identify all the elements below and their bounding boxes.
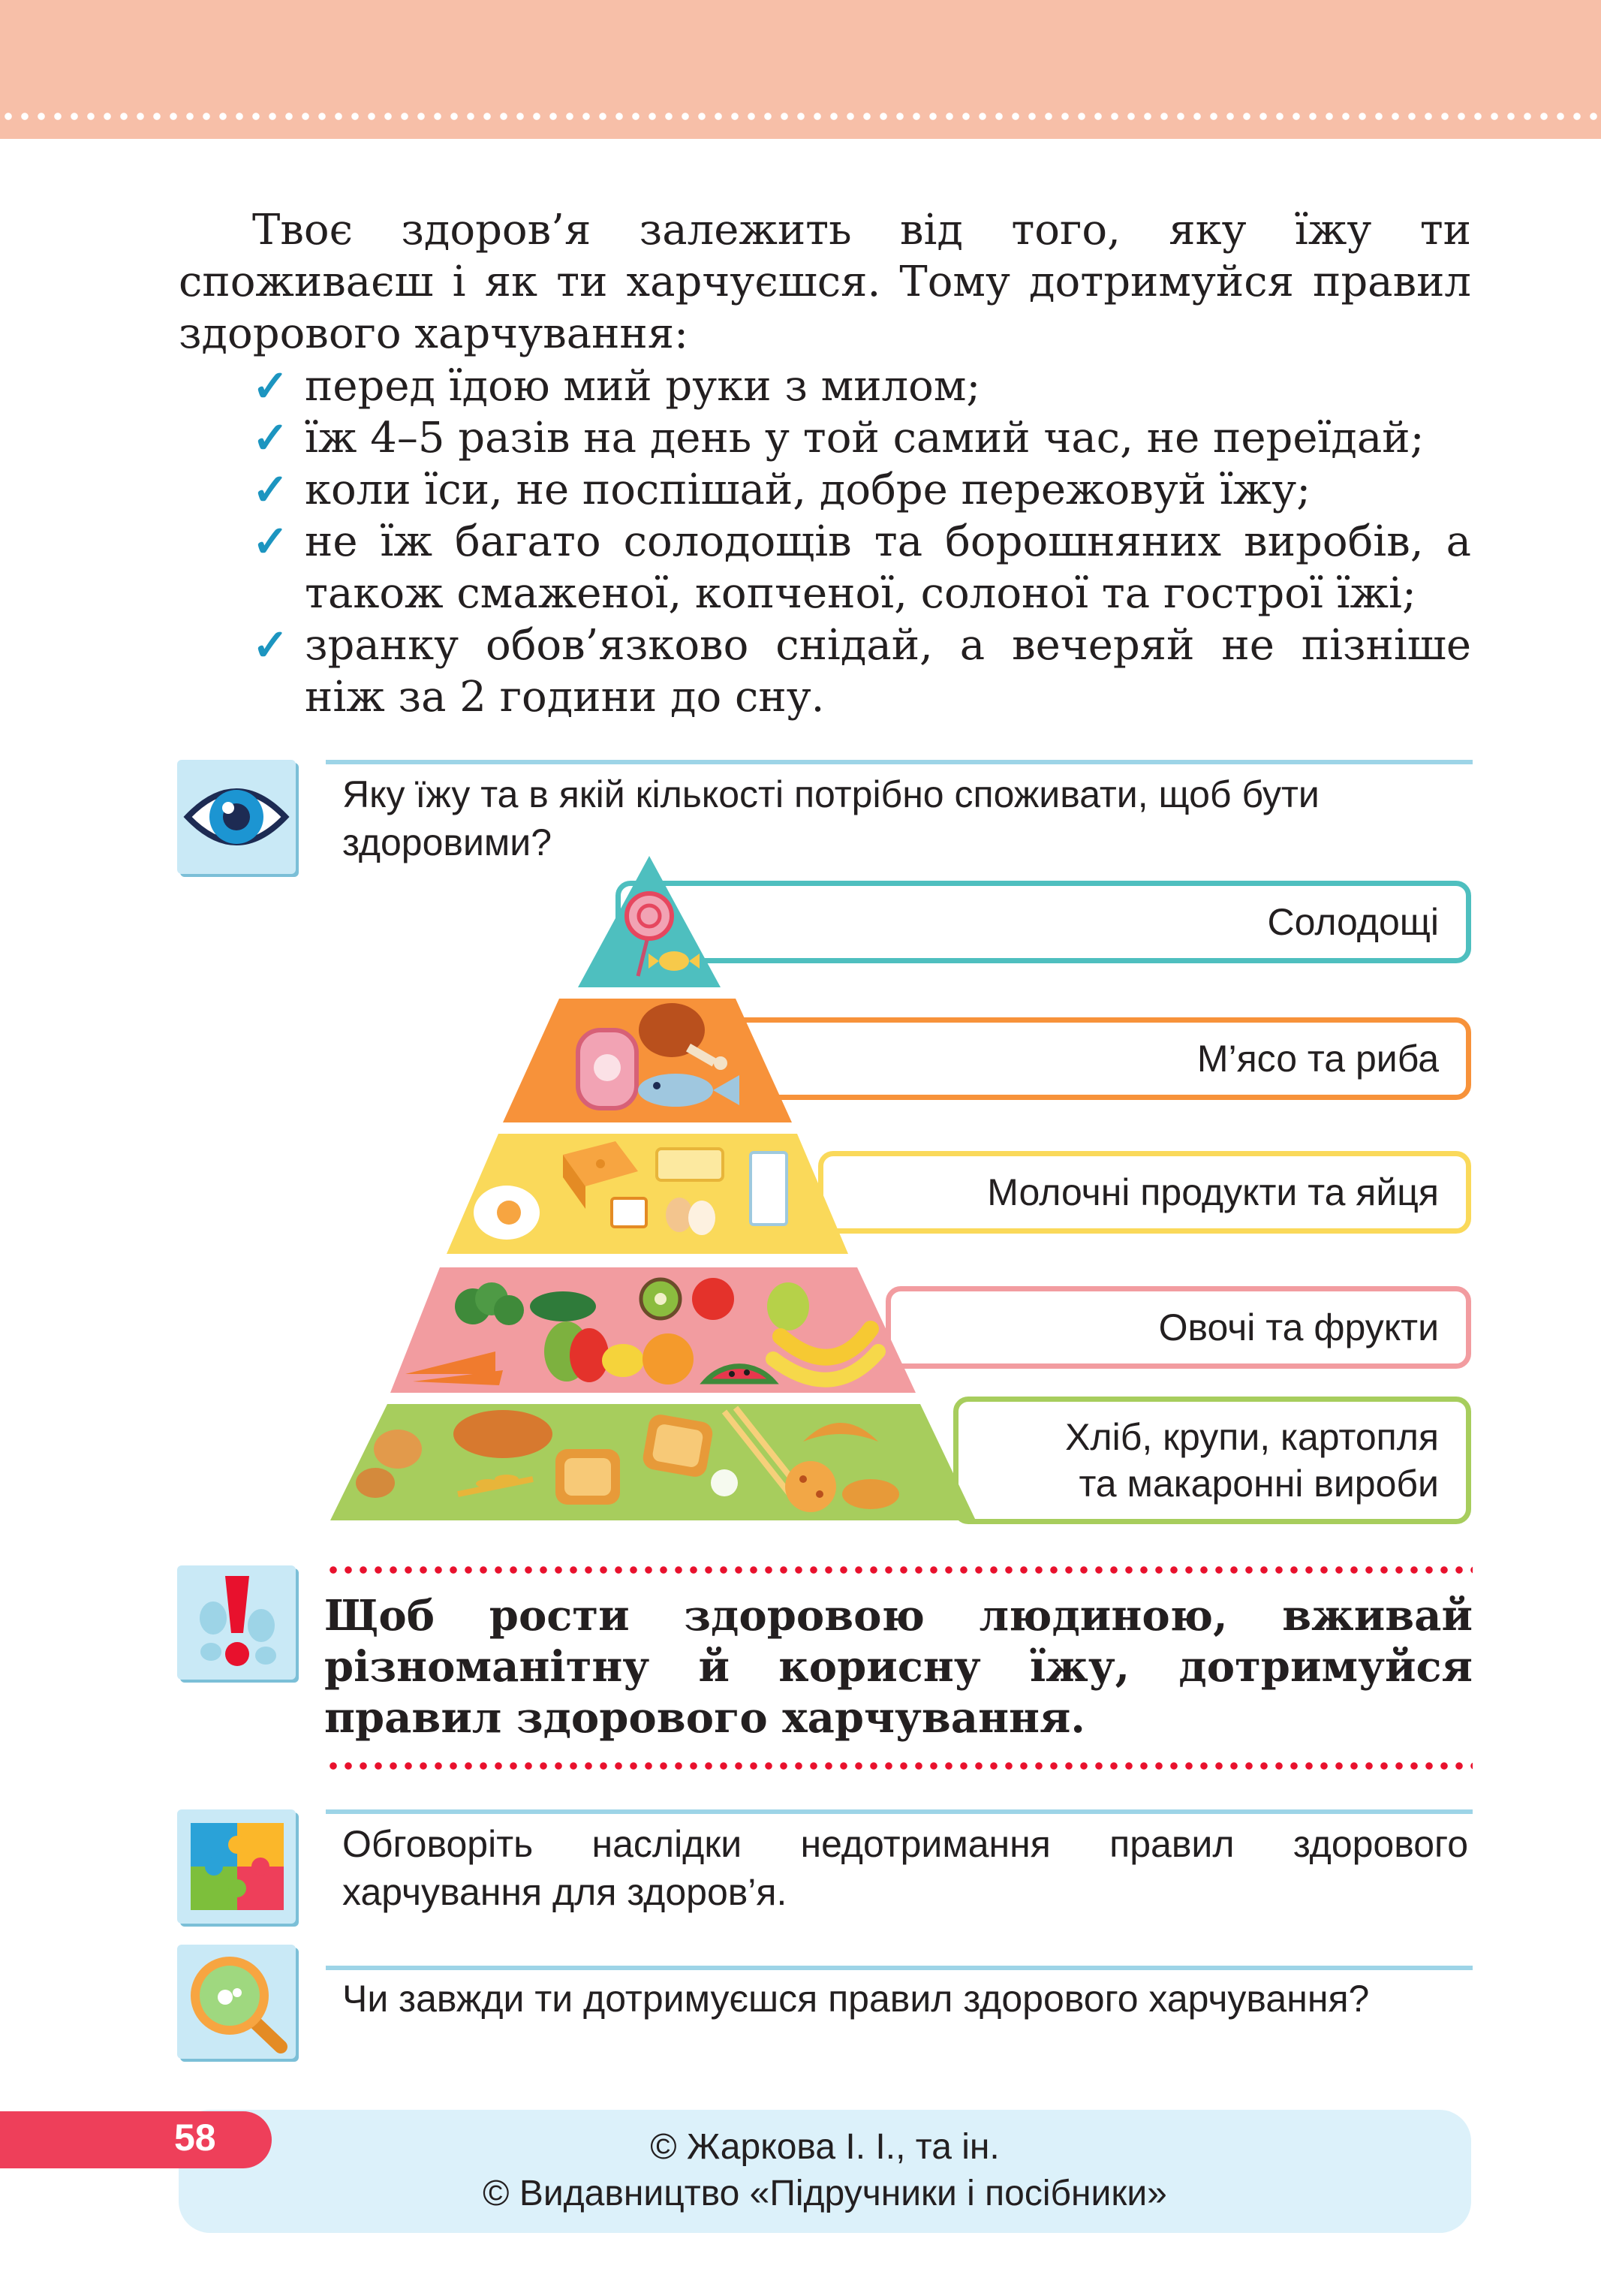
rule-item: ✓ перед їдою мий руки з милом; — [252, 360, 981, 411]
footer-copyright-authors: © Жаркова І. І., та ін. — [650, 2127, 1000, 2167]
page-number: 58 — [174, 2117, 216, 2159]
checkmark-icon: ✓ — [252, 619, 289, 670]
cookie-icon — [785, 1461, 836, 1512]
rules-list — [252, 360, 1471, 723]
footer-copyright-publisher: © Видавництво «Підручники і посібники» — [483, 2174, 1167, 2213]
question-1-text: Яку їжу та в якій кількості потрібно споживати, щоб бути здоровими? — [342, 773, 1320, 863]
discuss-rule-line — [326, 1809, 1473, 1814]
orange-icon — [643, 1333, 694, 1385]
magnifier-icon-box — [177, 1945, 296, 2059]
exclamation-icon-box — [177, 1565, 296, 1680]
milk-glass-icon — [751, 1153, 787, 1225]
red-dotted-line-top — [326, 1565, 1473, 1574]
magnifier-icon — [177, 1945, 296, 2059]
bread-loaf-icon — [453, 1410, 552, 1458]
rule-item: ✓ зранку обов’язково снідай, а вечеряй не пізніше ніж за 2 години до сну. — [252, 619, 1471, 722]
discuss-text: Обговоріть наслідки недотримання правил здорового харчування для здоров’я. — [342, 1823, 1468, 1913]
intro-paragraph: Твоє здоров’я залежить від того, яку їжу ти споживаєш і як ти харчуєшся. Тому дотримуйся правил здорового харчування: — [179, 206, 1471, 358]
yogurt-icon — [612, 1198, 646, 1227]
lemon-icon — [602, 1344, 644, 1377]
checkmark-icon: ✓ — [252, 360, 289, 411]
greens-icon — [530, 1291, 596, 1321]
pyramid-graphic — [315, 856, 991, 1532]
puzzle-icon — [177, 1809, 296, 1924]
checkmark-icon: ✓ — [252, 516, 289, 567]
rule-item: ✓ не їж багато солодощів та борошняних виробів, а також смаженої, копченої, солоної та гострої їжі; — [252, 516, 1471, 618]
checkmark-icon: ✓ — [252, 412, 289, 463]
roll-icon — [842, 1479, 899, 1509]
eye-icon-box — [177, 760, 296, 874]
checkmark-icon: ✓ — [252, 464, 289, 515]
pyramid-label-meat-fish: М’ясо та риба — [721, 1017, 1471, 1100]
question-2-text: Чи завжди ти дотримуєшся правил здорового харчування? — [342, 1978, 1370, 2020]
remember-text: Щоб рости здоровою людиною, вживай різноманітну й корисну їжу, дотримуйся правил здорового харчування. — [324, 1591, 1473, 1743]
tomato-icon — [692, 1278, 734, 1320]
kiwi-icon — [641, 1279, 680, 1318]
header-dots — [0, 111, 1601, 122]
pyramid-label-sweets: Солодощі — [615, 881, 1471, 963]
rice-icon — [711, 1469, 738, 1496]
red-dotted-line-bottom — [326, 1761, 1473, 1770]
question-2-rule-line — [326, 1966, 1473, 1970]
ham-icon — [578, 1030, 636, 1108]
pyramid-label-veg-fruit: Овочі та фрукти — [886, 1286, 1471, 1369]
rule-item: ✓ коли їси, не поспішай, добре пережовуй їжу; — [252, 464, 1311, 515]
rule-item: ✓ їж 4–5 разів на день у той самий час, не переїдай; — [252, 412, 1425, 463]
header-band — [0, 0, 1601, 139]
exclamation-icon — [177, 1565, 296, 1680]
pyramid-label-bread-grains: Хліб, крупи, картопля та макаронні вироби — [953, 1397, 1471, 1524]
question-rule-line — [326, 760, 1473, 764]
puzzle-icon-box — [177, 1809, 296, 1924]
fried-egg-icon — [474, 1186, 540, 1240]
pear-icon — [767, 1282, 809, 1330]
butter-icon — [657, 1149, 723, 1180]
pyramid-label-dairy-eggs: Молочні продукти та яйця — [818, 1151, 1471, 1234]
eye-icon — [177, 760, 296, 874]
